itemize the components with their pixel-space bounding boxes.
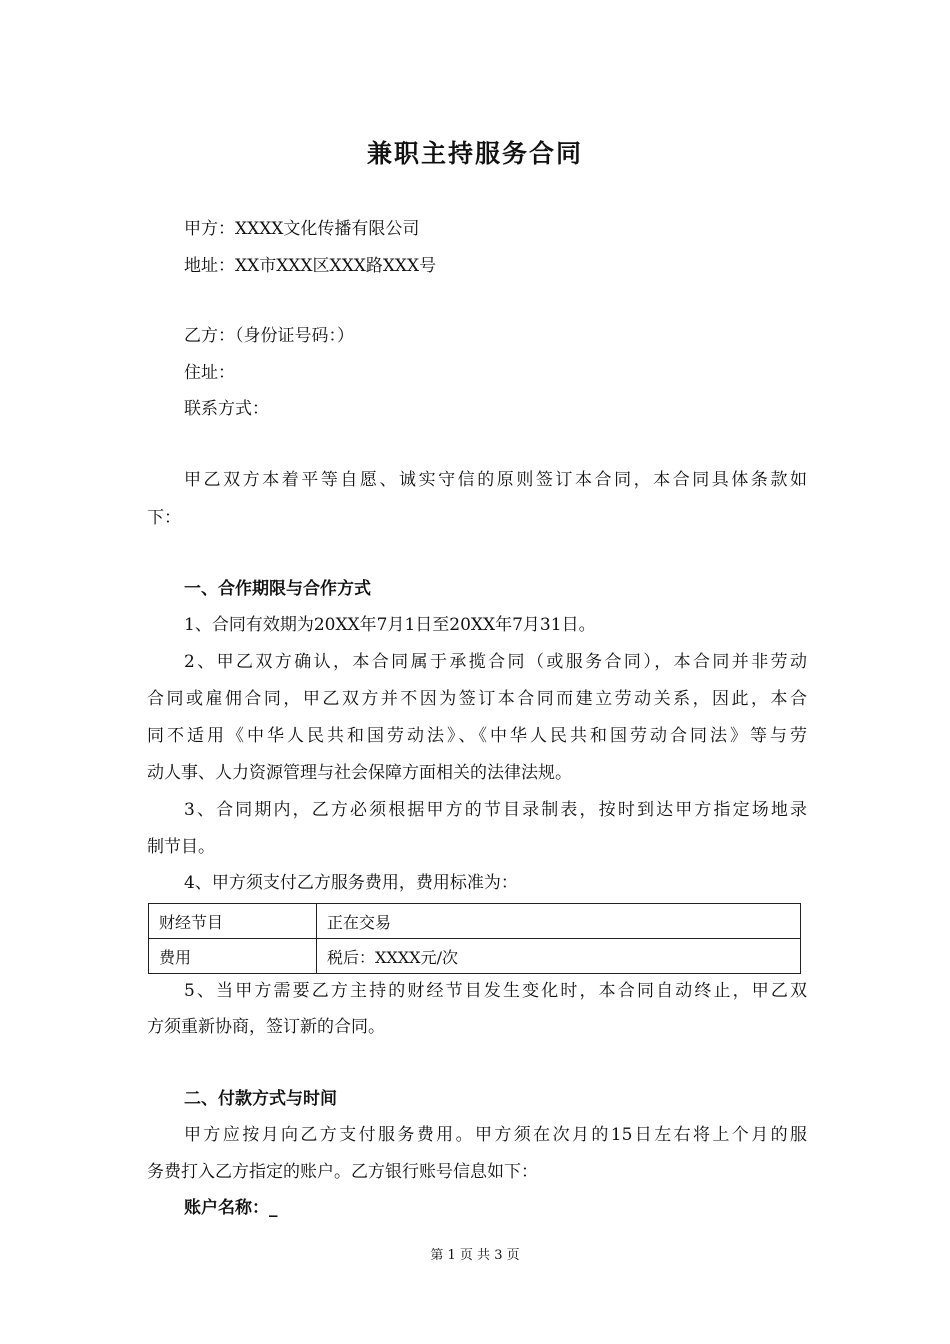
section-2-heading: 二、付款方式与时间: [184, 1089, 337, 1109]
party-b: 乙方：（身份证号码：）: [184, 326, 354, 346]
section-1-item-2-line-4: 动人事、人力资源管理与社会保障方面相关的法律法规。: [147, 763, 572, 783]
section-1-heading: 一、合作期限与合作方式: [184, 579, 371, 599]
section-1-item-5-line-1: 5、当甲方需要乙方主持的财经节目发生变化时，本合同自动终止，甲乙双: [184, 981, 807, 1001]
section-1-item-2-line-3: 同不适用《中华人民共和国劳动法》、《中华人民共和国劳动合同法》等与劳: [147, 726, 807, 746]
table-row: [149, 939, 801, 974]
section-1-item-4: 4、甲方须支付乙方服务费用，费用标准为：: [184, 873, 518, 893]
fee-table-label: 财经节目: [149, 904, 317, 939]
party-a-address: 地址：XX市XXX区XXX路XXX号: [184, 256, 437, 276]
fee-table: [148, 903, 801, 974]
section-1-item-2-line-2: 合同或雇佣合同，甲乙双方并不因为签订本合同而建立劳动关系，因此，本合: [147, 689, 807, 709]
party-a: 甲方：XXXX文化传播有限公司: [184, 219, 420, 239]
section-1-item-2-line-1: 2、甲乙双方确认，本合同属于承揽合同（或服务合同），本合同并非劳动: [184, 652, 807, 672]
account-name-field: 账户名称：_: [184, 1198, 278, 1218]
table-row: [149, 904, 801, 939]
section-1-item-3-line-2: 制节目。: [147, 837, 215, 857]
section-2-paragraph-line-2: 务费打入乙方指定的账户。乙方银行账号信息如下：: [147, 1162, 538, 1182]
fee-table-value: 正在交易: [317, 904, 801, 939]
page-title: 兼职主持服务合同: [366, 139, 583, 168]
page-footer: 第 1 页 共 3 页: [430, 1248, 520, 1263]
section-1-item-3-line-1: 3、合同期内，乙方必须根据甲方的节目录制表，按时到达甲方指定场地录: [184, 800, 807, 820]
fee-table-label: 费用: [149, 939, 317, 974]
intro-line-1: 甲乙双方本着平等自愿、诚实守信的原则签订本合同，本合同具体条款如: [184, 470, 807, 490]
party-b-contact: 联系方式：: [184, 399, 269, 419]
section-1-item-1: 1、合同有效期为20XX年7月1日至20XX年7月31日。: [184, 615, 596, 635]
fee-table-value: 税后：XXXX元/次: [317, 939, 801, 974]
section-2-paragraph-line-1: 甲方应按月向乙方支付服务费用。甲方须在次月的15日左右将上个月的服: [184, 1125, 807, 1145]
section-1-item-5-line-2: 方须重新协商，签订新的合同。: [147, 1017, 385, 1037]
party-b-address: 住址：: [184, 363, 235, 383]
intro-line-2: 下：: [147, 508, 181, 528]
